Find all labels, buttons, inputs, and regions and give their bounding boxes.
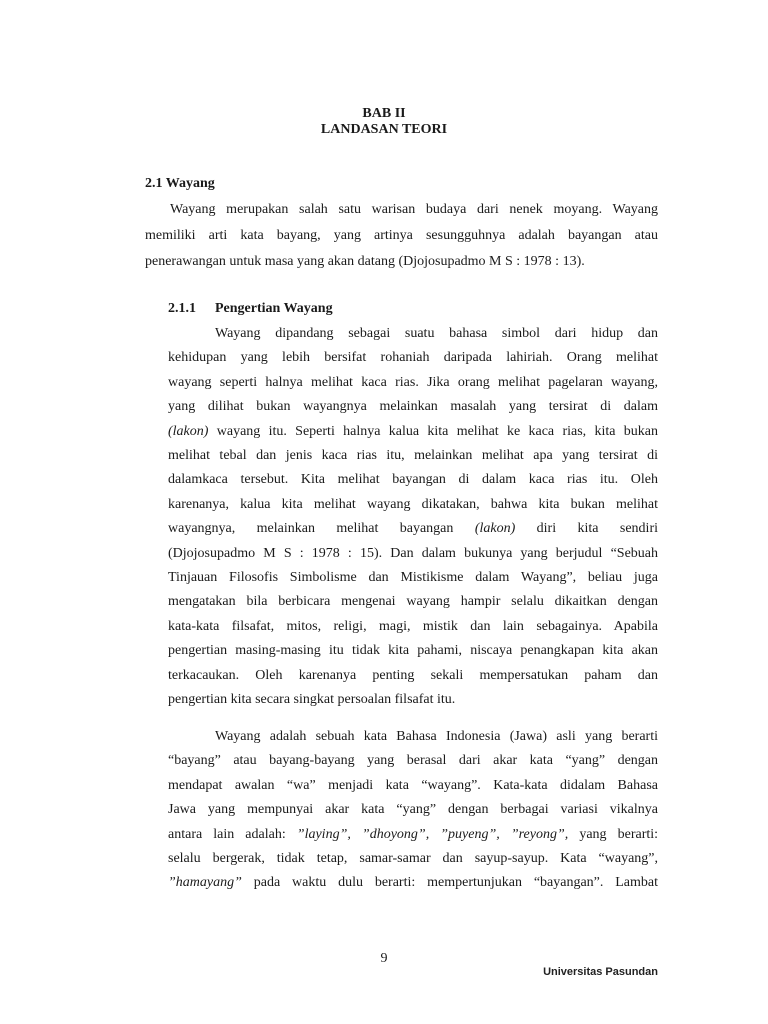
paragraph-line: kehidupan yang lebih bersifat rohaniah daripada lahiriah. Orang melihat <box>168 350 658 366</box>
paragraph-line: terkacaukan. Oleh karenanya penting sekali mempersatukan paham dan <box>168 667 658 683</box>
hamayang-term: ”hamayang” <box>168 875 242 891</box>
subsection-title: Pengertian Wayang <box>215 301 333 316</box>
section-paragraph <box>145 197 658 275</box>
paragraph-line: (Djojosupadmo M S : 1978 : 15). Dan dalam bukunya yang berjudul “Sebuah <box>168 545 658 561</box>
paragraph-line: memiliki arti kata bayang, yang artinya sesungguhnya adalah bayangan atau <box>145 228 658 243</box>
paragraph-line: dalamkaca tersebut. Kita melihat bayangan di dalam kaca rias itu. Oleh <box>168 472 658 488</box>
paragraph-line: penerawangan untuk masa yang akan datang (Djojosupadmo M S : 1978 : 13). <box>145 254 585 269</box>
paragraph-line: Wayang adalah sebuah kata Bahasa Indonesia (Jawa) asli yang berarti <box>215 729 658 744</box>
paragraph-line: Wayang merupakan salah satu warisan budaya dari nenek moyang. Wayang <box>170 202 658 217</box>
paragraph-line: kata-kata filsafat, mitos, religi, magi, mistik dan lain sebagainya. Apabila <box>168 618 658 634</box>
footer-university: Universitas Pasundan <box>543 966 658 978</box>
subsection-paragraph-2 <box>168 725 658 896</box>
subsection-heading <box>168 300 333 318</box>
paragraph-line: melihat tebal dan jenis kaca rias itu, melainkan melihat apa yang tersirat di <box>168 448 658 464</box>
variants-term: ”laying”, ”dhoyong”, ”puyeng”, ”reyong”, <box>296 826 569 842</box>
paragraph-line: karenanya, kalua kita melihat wayang dikatakan, bahwa kita bukan melihat <box>168 496 658 512</box>
paragraph-line: pengertian kita secara singkat persoalan filsafat itu. <box>168 692 456 708</box>
paragraph-line: (lakon) wayang itu. Seperti halnya kalua kita melihat ke kaca rias, kita bukan <box>168 423 658 439</box>
subsection-paragraph-1 <box>168 322 658 713</box>
chapter-title: LANDASAN TEORI <box>320 122 448 137</box>
section-heading: 2.1 Wayang <box>145 176 215 191</box>
lakon-term: (lakon) <box>474 521 516 537</box>
paragraph-line: mendapat awalan “wa” menjadi kata “wayang”. Kata-kata didalam Bahasa <box>168 777 658 793</box>
subsection-number: 2.1.1 <box>168 301 196 316</box>
paragraph-line: yang dilihat bukan wayangnya melainkan masalah yang tersirat di dalam <box>168 399 658 415</box>
paragraph-line: mengatakan bila berbicara mengenai wayang hampir selalu dikaitkan dengan <box>168 594 658 610</box>
paragraph-line: pengertian masing-masing itu tidak kita pahami, niscaya penangkapan kita akan <box>168 643 658 659</box>
chapter-number: BAB II <box>362 106 406 121</box>
page-number: 9 <box>380 951 388 966</box>
paragraph-line: Wayang dipandang sebagai suatu bahasa simbol dari hidup dan <box>215 326 658 341</box>
paragraph-line: Tinjauan Filosofis Simbolisme dan Mistikisme dalam Wayang”, beliau juga <box>168 570 658 586</box>
paragraph-line: selalu bergerak, tidak tetap, samar-samar dan sayup-sayup. Kata “wayang”, <box>168 851 658 867</box>
paragraph-line: wayang seperti halnya melihat kaca rias. Jika orang melihat pagelaran wayang, <box>168 374 658 390</box>
paragraph-line: wayangnya, melainkan melihat bayangan (lakon) diri kita sendiri <box>168 521 658 537</box>
lakon-term: (lakon) <box>168 423 209 439</box>
paragraph-line: Jawa yang mempunyai akar kata “yang” dengan berbagai variasi vikalnya <box>168 802 658 818</box>
paragraph-line: “bayang” atau bayang-bayang yang berasal dari akar kata “yang” dengan <box>168 753 658 769</box>
paragraph-line: ”hamayang” pada waktu dulu berarti: mempertunjukan “bayangan”. Lambat <box>168 875 658 891</box>
paragraph-line: antara lain adalah: ”laying”, ”dhoyong”, ”puyeng”, ”reyong”, yang berarti: <box>168 826 659 842</box>
